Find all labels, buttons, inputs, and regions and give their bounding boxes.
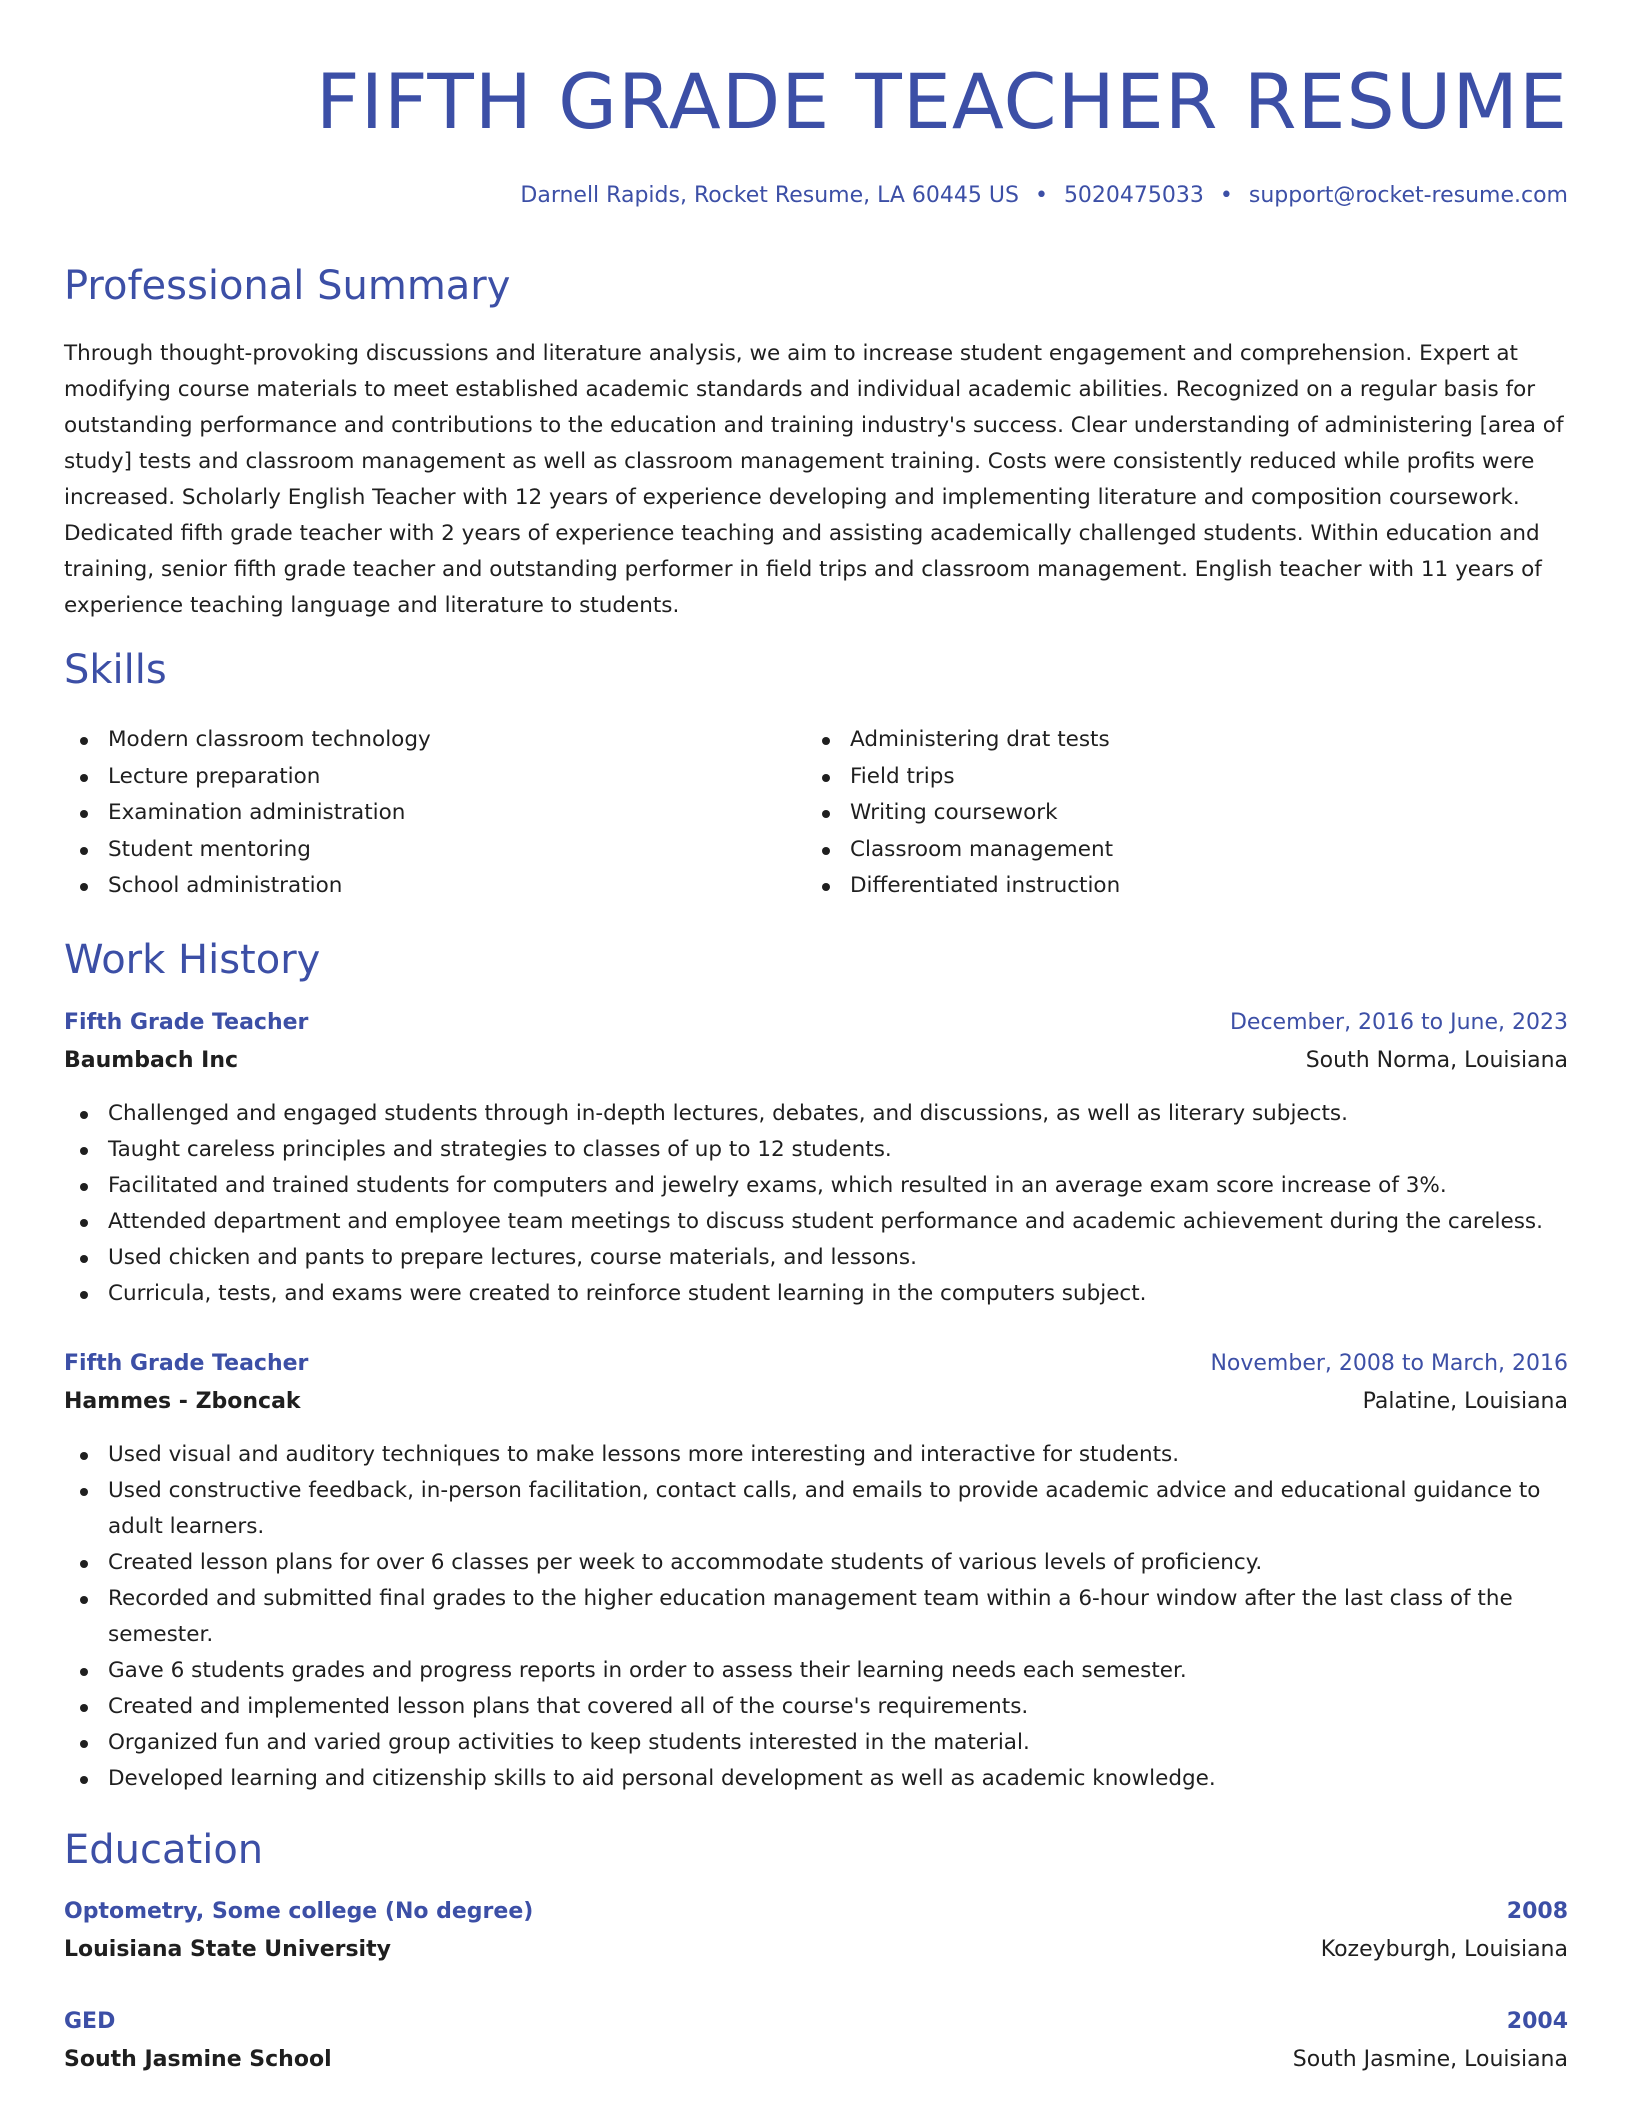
contact-separator: • [1219, 183, 1233, 208]
education-school-row [64, 1931, 1568, 1969]
skill-item: Student mentoring [64, 832, 764, 869]
education-school: South Jasmine School [64, 2047, 332, 2072]
job-bullet: Facilitated and trained students for computers and jewelry exams, which resulted in an average exam score increase of 3%. [64, 1168, 1568, 1204]
contact-phone[interactable]: 5020475033 [1063, 183, 1204, 208]
education-header-row [64, 2003, 1568, 2041]
job-header-row [64, 1004, 1568, 1042]
job-dates: November, 2008 to March, 2016 [1210, 1351, 1568, 1376]
job-dates: December, 2016 to June, 2023 [1229, 1010, 1568, 1035]
skill-item: Field trips [806, 759, 1506, 796]
job-bullet: Created lesson plans for over 6 classes per week to accommodate students of various levels of proficiency. [64, 1545, 1568, 1581]
education-year: 2008 [1506, 1899, 1568, 1924]
education-location: South Jasmine, Louisiana [1292, 2047, 1568, 2072]
skill-item: Writing coursework [806, 795, 1506, 832]
job-bullet: Attended department and employee team meetings to discuss student performance and academic achievement during the careless. [64, 1204, 1568, 1240]
skill-item: Examination administration [64, 795, 764, 832]
skill-item: Classroom management [806, 832, 1506, 869]
skill-item: Lecture preparation [64, 759, 764, 796]
section-heading-skills: Skills [64, 647, 167, 693]
job-bullet: Curricula, tests, and exams were created to reinforce student learning in the computers subject. [64, 1276, 1568, 1312]
job-bullet: Developed learning and citizenship skills to aid personal development as well as academic knowledge. [64, 1761, 1568, 1797]
job-title: Fifth Grade Teacher [64, 1351, 309, 1376]
job-bullet: Taught careless principles and strategies to classes of up to 12 students. [64, 1132, 1568, 1168]
job-bullets [64, 1437, 1568, 1797]
job-bullet: Used visual and auditory techniques to make lessons more interesting and interactive for students. [64, 1437, 1568, 1473]
contact-separator: • [1034, 183, 1048, 208]
job-company-row [64, 1042, 1568, 1080]
education-entry [64, 2003, 1568, 2079]
skill-item: Administering drat tests [806, 722, 1506, 759]
education-header-row [64, 1893, 1568, 1931]
job-company: Hammes - Zboncak [64, 1389, 301, 1414]
education-year: 2004 [1506, 2009, 1568, 2034]
section-heading-work-history: Work History [64, 937, 321, 983]
job-location: Palatine, Louisiana [1362, 1389, 1568, 1414]
job-entry [64, 1004, 1568, 1312]
job-entry [64, 1345, 1568, 1797]
job-bullet: Created and implemented lesson plans that covered all of the course's requirements. [64, 1689, 1568, 1725]
job-title: Fifth Grade Teacher [64, 1010, 309, 1035]
section-heading-education: Education [64, 1827, 264, 1873]
job-bullet: Gave 6 students grades and progress reports in order to assess their learning needs each semester. [64, 1653, 1568, 1689]
section-heading-summary: Professional Summary [64, 263, 511, 309]
skills-list-left [64, 722, 764, 905]
job-bullets [64, 1096, 1568, 1312]
job-header-row [64, 1345, 1568, 1383]
job-bullet: Used chicken and pants to prepare lectures, course materials, and lessons. [64, 1240, 1568, 1276]
job-company: Baumbach Inc [64, 1048, 239, 1073]
education-location: Kozeyburgh, Louisiana [1320, 1937, 1568, 1962]
job-location: South Norma, Louisiana [1305, 1048, 1568, 1073]
skill-item: Modern classroom technology [64, 722, 764, 759]
education-degree: GED [64, 2009, 116, 2034]
summary-text: Through thought-provoking discussions and literature analysis, we aim to increase student engagement and comprehension. Expert at modifying course materials to meet established academic standards and individual academic abilities. Recognized on a regular basis for outstanding performance and contributions to the education and training industry's success. Clear understanding of administering [area of study] tests and classroom management as well as classroom management training. Costs were consistently reduced while profits were increased. Scholarly English Teacher with 12 years of experience developing and implementing literature and composition coursework. Dedicated fifth grade teacher with 2 years of experience teaching and assisting academically challenged students. Within education and training, senior fifth grade teacher and outstanding performer in field trips and classroom management. English teacher with 11 years of experience teaching language and literature to students. [64, 341, 1564, 618]
education-entry [64, 1893, 1568, 1969]
education-degree: Optometry, Some college (No degree) [64, 1899, 534, 1924]
skills-list-right [806, 722, 1506, 905]
job-bullet: Challenged and engaged students through in-depth lectures, debates, and discussions, as well as literary subjects. [64, 1096, 1568, 1132]
job-bullet: Used constructive feedback, in-person facilitation, contact calls, and emails to provide academic advice and educational guidance to adult learners. [64, 1473, 1568, 1545]
contact-line [520, 180, 1568, 212]
resume-title: FIFTH GRADE TEACHER RESUME [315, 57, 1568, 146]
education-school-row [64, 2041, 1568, 2079]
education-school: Louisiana State University [64, 1937, 391, 1962]
job-bullet: Recorded and submitted final grades to the higher education management team within a 6-hour window after the last class of the semester. [64, 1581, 1568, 1653]
contact-email[interactable]: support@rocket-resume.com [1248, 183, 1568, 208]
job-company-row [64, 1383, 1568, 1421]
skill-item: School administration [64, 868, 764, 905]
job-bullet: Organized fun and varied group activities to keep students interested in the material. [64, 1725, 1568, 1761]
skill-item: Differentiated instruction [806, 868, 1506, 905]
contact-address: Darnell Rapids, Rocket Resume, LA 60445 US [520, 183, 1019, 208]
